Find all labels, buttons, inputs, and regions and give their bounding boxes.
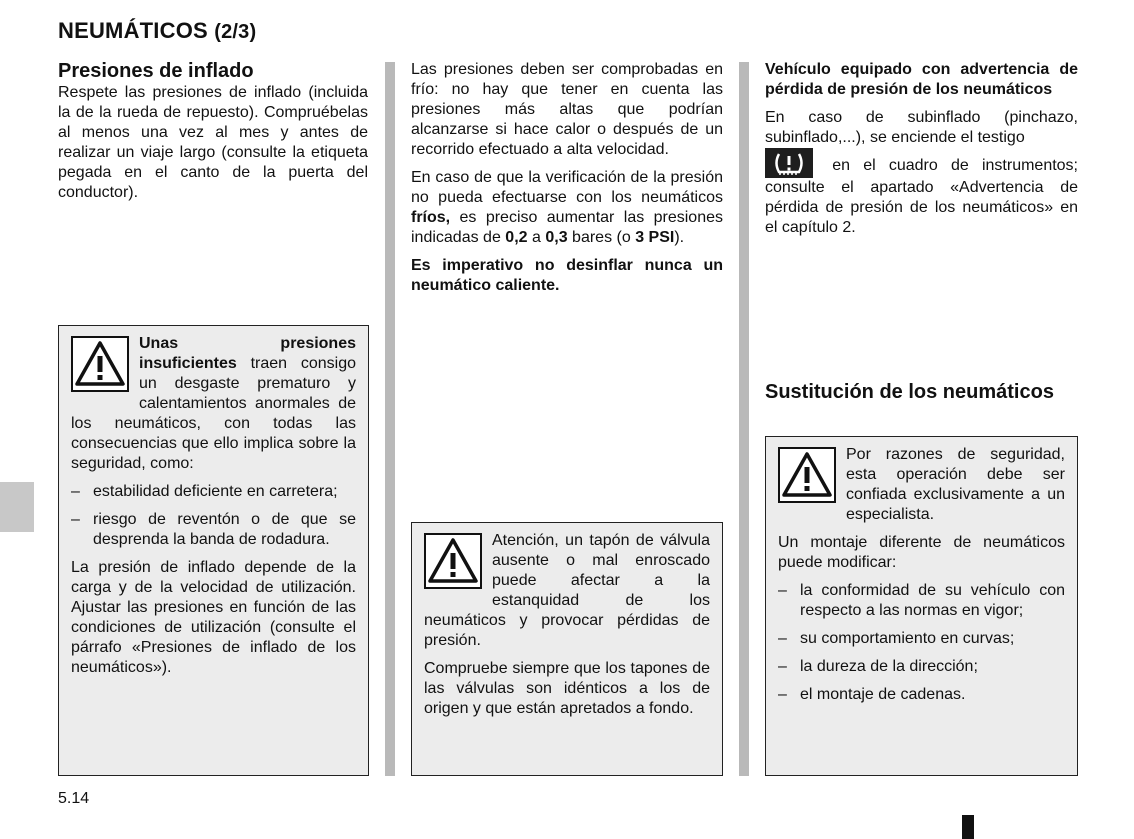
cold-check-text: Las presiones deben ser comprobadas en frío: no hay que tener en cuenta las presiones más altas que podrían alcanzarse si hace calor o después de un recorrido efectuado a alta velocidad. [411,61,723,158]
text-span: en el cuadro de instrumentos; consulte el apartado «Advertencia de pérdida de presión de los neumáticos» en el capítulo 2. [765,157,1078,236]
text-span: bares (o [567,229,636,246]
text-span: En caso de que la verificación de la presión no pueda efectuarse con los neumáticos [411,169,723,206]
inflation-paragraph [58,83,368,203]
chapter-tab [0,482,34,532]
warning-box-low-pressure [58,325,369,776]
warning-triangle-icon [778,447,836,503]
warning-box-replacement [765,436,1078,776]
list-item: – estabilidad deficiente en carretera; [71,482,356,502]
specialist-text: Por razones de seguridad, esta operación debe ser confiada exclusivamente a un especialista. [846,446,1065,523]
tpms-text [765,108,1078,238]
effects-list [778,581,1065,705]
page-title-main: NEUMÁTICOS [58,18,208,43]
no-deflate-warning [411,256,723,296]
text-bold: 3 PSI [635,229,675,246]
warning-triangle-icon [71,336,129,392]
low-pressure-warning-rest: traen consigo un desgaste prematuro y calentamientos anormales de los neumáticos, con todas las consecuencias que ello implica sobre la seguridad, como: [71,355,356,472]
column-divider-1 [385,62,395,776]
list-item: – el montaje de cadenas. [778,685,1065,705]
page-title [58,18,256,44]
list-item: – la conformidad de su vehículo con respecto a las normas en vigor; [778,581,1065,621]
section-heading-inflation: Presiones de inflado [58,60,254,82]
consequences-list [71,482,356,550]
pressure-dependency-text: La presión de inflado depende de la carga y de la velocidad de utilización. Ajustar las presiones en función de las condiciones de utilización (consulte el párrafo «Presiones de inflado de los neumáticos»). [71,559,356,676]
inflation-text: Respete las presiones de inflado (incluida la de la rueda de repuesto). Compruébelas al menos una vez al mes y antes de realizar un viaje largo (consulte la etiqueta pegada en el canto de la puerta del conductor). [58,84,368,201]
text-span: En caso de subinflado (pinchazo, subinflado,...), se enciende el testigo [765,109,1078,146]
text-bold: Es imperativo no desinflar nunca un neumático caliente. [411,257,723,294]
corner-mark [962,815,974,839]
valve-cap-warning-text: Atención, un tapón de válvula ausente o mal enroscado puede afectar a la estanquidad de los neumáticos y provocar pérdidas de presión. [424,532,710,649]
tpms-heading [765,60,1078,100]
text-bold: Vehículo equipado con advertencia de pérdida de presión de los neumáticos [765,61,1078,98]
column-divider-2 [739,62,749,776]
list-item: – su comportamiento en curvas; [778,629,1065,649]
tire-pressure-warning-icon [765,148,813,178]
page-title-sub: (2/3) [214,21,257,43]
text-span: a [527,229,546,246]
section-heading-replacement: Sustitución de los neumáticos [765,381,1054,403]
valve-cap-check-text: Compruebe siempre que los tapones de las válvulas son idénticos a los de origen y que están apretados a fondo. [424,660,710,717]
different-tyres-text: Un montaje diferente de neumáticos puede modificar: [778,534,1065,571]
text-bold: 0,2 [505,229,528,246]
text-span: es preciso aumentar las presiones indicadas de [411,209,723,246]
column-2 [411,60,723,304]
list-item: – riesgo de reventón o de que se desprenda la banda de rodadura. [71,510,356,550]
warning-triangle-icon [424,533,482,589]
hot-check-text [411,168,723,248]
column-3 [765,60,1078,246]
list-item: – la dureza de la dirección; [778,657,1065,677]
text-bold: 0,3 [545,229,568,246]
warning-box-valve-cap [411,522,723,776]
text-bold: fríos, [411,209,451,226]
low-pressure-warning-lead: Unas presiones insuficientes [139,335,356,372]
page-number: 5.14 [58,790,90,807]
text-span: ). [674,229,685,246]
column-1 [58,59,368,211]
